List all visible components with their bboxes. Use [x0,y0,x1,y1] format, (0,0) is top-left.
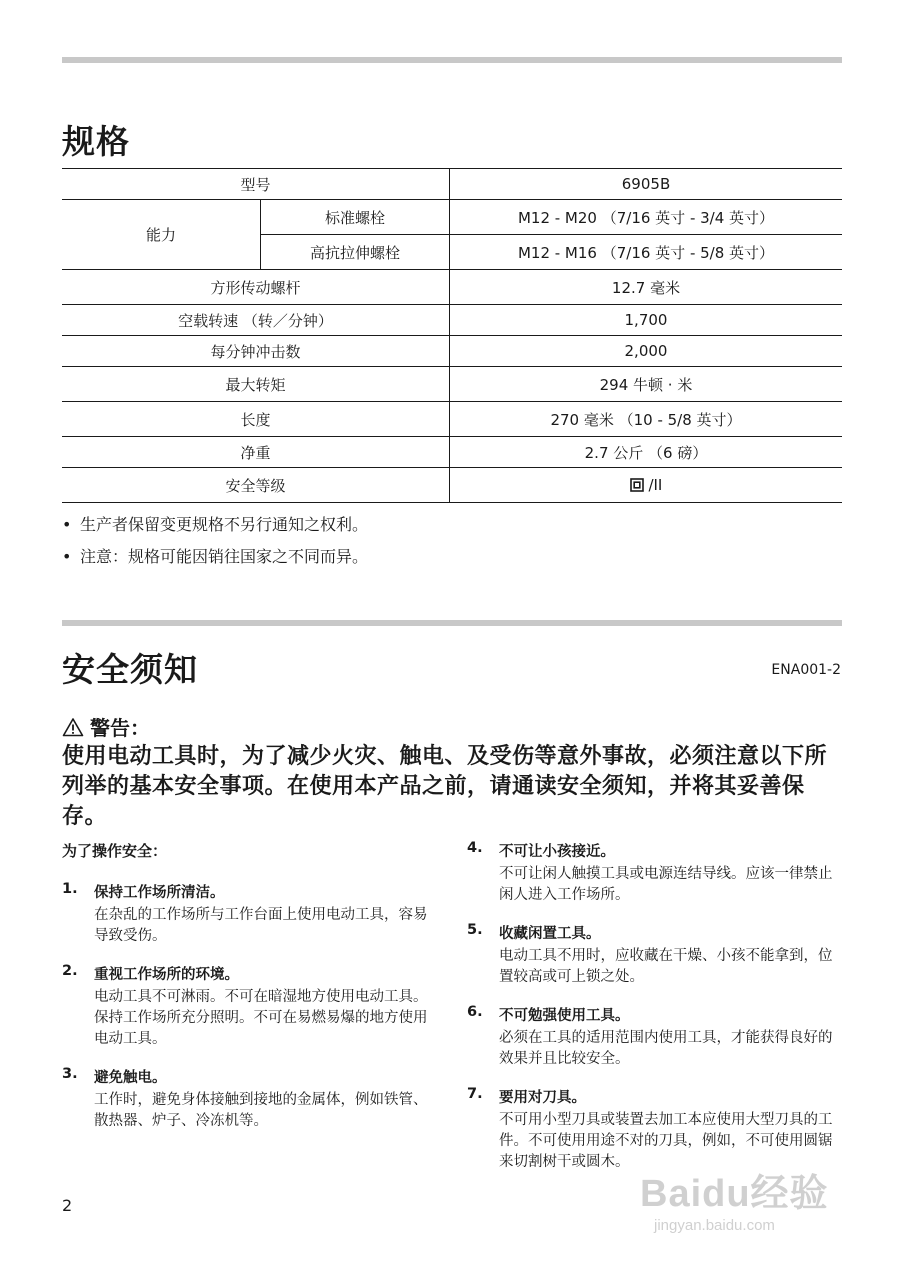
table-row [62,468,842,503]
table-row [62,437,842,468]
spec-value: M12 - M16 （7/16 英寸 - 5/8 英寸） [450,235,843,270]
section-heading: 为了操作安全： [62,842,168,860]
spec-value: 294 牛顿 · 米 [450,367,843,402]
item-body: 电动工具不用时，应收藏在干燥、小孩不能拿到，位置较高或可上锁之处。 [499,948,833,985]
list-item: 3. 避免触电。 工作时，避免身体接触到接地的金属体，例如铁管、散热器、炉子、冷冻机等。 [62,1066,437,1132]
item-body: 在杂乱的工作场所与工作台面上使用电动工具，容易导致受伤。 [94,907,428,944]
spec-label: 每分钟冲击数 [62,336,450,367]
spec-note: • 生产者保留变更规格不另行通知之权利。 [62,515,369,534]
item-title: 重视工作场所的环境。 [94,967,239,983]
spec-value: 2.7 公斤 （6 磅） [450,437,843,468]
item-body: 电动工具不可淋雨。不可在暗湿地方使用电动工具。保持工作场所充分照明。不可在易燃易爆的地方使用电动工具。 [94,989,428,1047]
spec-label: 型号 [62,169,450,200]
document-code: ENA001-2 [771,662,841,678]
list-item: 2. 重视工作场所的环境。 电动工具不可淋雨。不可在暗湿地方使用电动工具。保持工作场所充分照明。不可在易燃易爆的地方使用电动工具。 [62,963,437,1050]
list-item: 5. 收藏闲置工具。 电动工具不用时，应收藏在干燥、小孩不能拿到，位置较高或可上锁之处。 [467,922,842,988]
bullet-icon: • [62,547,72,566]
spec-value: 2,000 [450,336,843,367]
spec-label: 方形传动螺杆 [62,270,450,305]
spec-sublabel: 标准螺栓 [261,200,450,235]
spec-value: /II [648,476,663,494]
table-row [62,336,842,367]
warning-label: 警告： [62,712,150,741]
safety-column-left [62,840,437,1148]
item-body: 必须在工具的适用范围内使用工具，才能获得良好的效果并且比较安全。 [499,1030,833,1067]
safety-title: 安全须知 [62,650,198,689]
item-body: 不可让闲人触摸工具或电源连结导线。应该一律禁止闲人进入工作场所。 [499,866,833,903]
item-title: 避免触电。 [94,1070,167,1086]
table-row [62,305,842,336]
list-item: 4. 不可让小孩接近。 不可让闲人触摸工具或电源连结导线。应该一律禁止闲人进入工作场所。 [467,840,842,906]
spec-label: 净重 [62,437,450,468]
spec-label: 能力 [62,200,261,270]
spec-title: 规格 [62,122,130,161]
section-rule [62,620,842,626]
spec-value: M12 - M20 （7/16 英寸 - 3/4 英寸） [450,200,843,235]
item-title: 要用对刀具。 [499,1090,586,1106]
table-row [62,200,842,235]
watermark [640,1162,829,1234]
spec-label: 最大转矩 [62,367,450,402]
top-rule [62,57,842,63]
item-title: 保持工作场所清洁。 [94,885,225,901]
watermark-url: jingyan.baidu.com [654,1217,775,1234]
spec-label: 安全等级 [62,468,450,503]
spec-value: 1,700 [450,305,843,336]
table-row [62,367,842,402]
list-item: 1. 保持工作场所清洁。 在杂乱的工作场所与工作台面上使用电动工具，容易导致受伤。 [62,881,437,947]
item-body: 工作时，避免身体接触到接地的金属体，例如铁管、散热器、炉子、冷冻机等。 [94,1092,428,1129]
bullet-icon: • [62,515,72,534]
spec-value: 12.7 毫米 [450,270,843,305]
warning-triangle-icon [62,717,84,737]
watermark-brand: Baidu经验 [640,1173,829,1215]
table-row [62,402,842,437]
warning-text: 使用电动工具时，为了减少火灾、触电、及受伤等意外事故，必须注意以下所列举的基本安全事项。在使用本产品之前，请通读安全须知，并将其妥善保存。 [62,744,828,829]
spec-label: 长度 [62,402,450,437]
spec-sublabel: 高抗拉伸螺栓 [261,235,450,270]
list-item: 6. 不可勉强使用工具。 必须在工具的适用范围内使用工具，才能获得良好的效果并且比较安全。 [467,1004,842,1070]
spec-value: 270 毫米 （10 - 5/8 英寸） [450,402,843,437]
spec-table [62,168,842,503]
table-row [62,270,842,305]
list-item: 7. 要用对刀具。 不可用小型刀具或装置去加工本应使用大型刀具的工件。不可使用用途不对的刀具，例如，不可使用圆锯来切割树干或圆木。 [467,1086,842,1173]
spec-label: 空载转速 （转／分钟） [62,305,450,336]
page-number: 2 [62,1196,73,1215]
item-title: 收藏闲置工具。 [499,926,601,942]
spec-note: • 注意：规格可能因销往国家之不同而异。 [62,547,369,566]
table-row [62,169,842,200]
safety-column-right [467,840,842,1189]
item-title: 不可让小孩接近。 [499,844,615,860]
spec-value: 6905B [450,169,843,200]
spec-value-cell [450,468,843,503]
item-title: 不可勉强使用工具。 [499,1008,630,1024]
double-insulation-icon [630,478,644,492]
item-body: 不可用小型刀具或装置去加工本应使用大型刀具的工件。不可使用用途不对的刀具，例如，不可使用圆锯来切割树干或圆木。 [499,1112,833,1170]
